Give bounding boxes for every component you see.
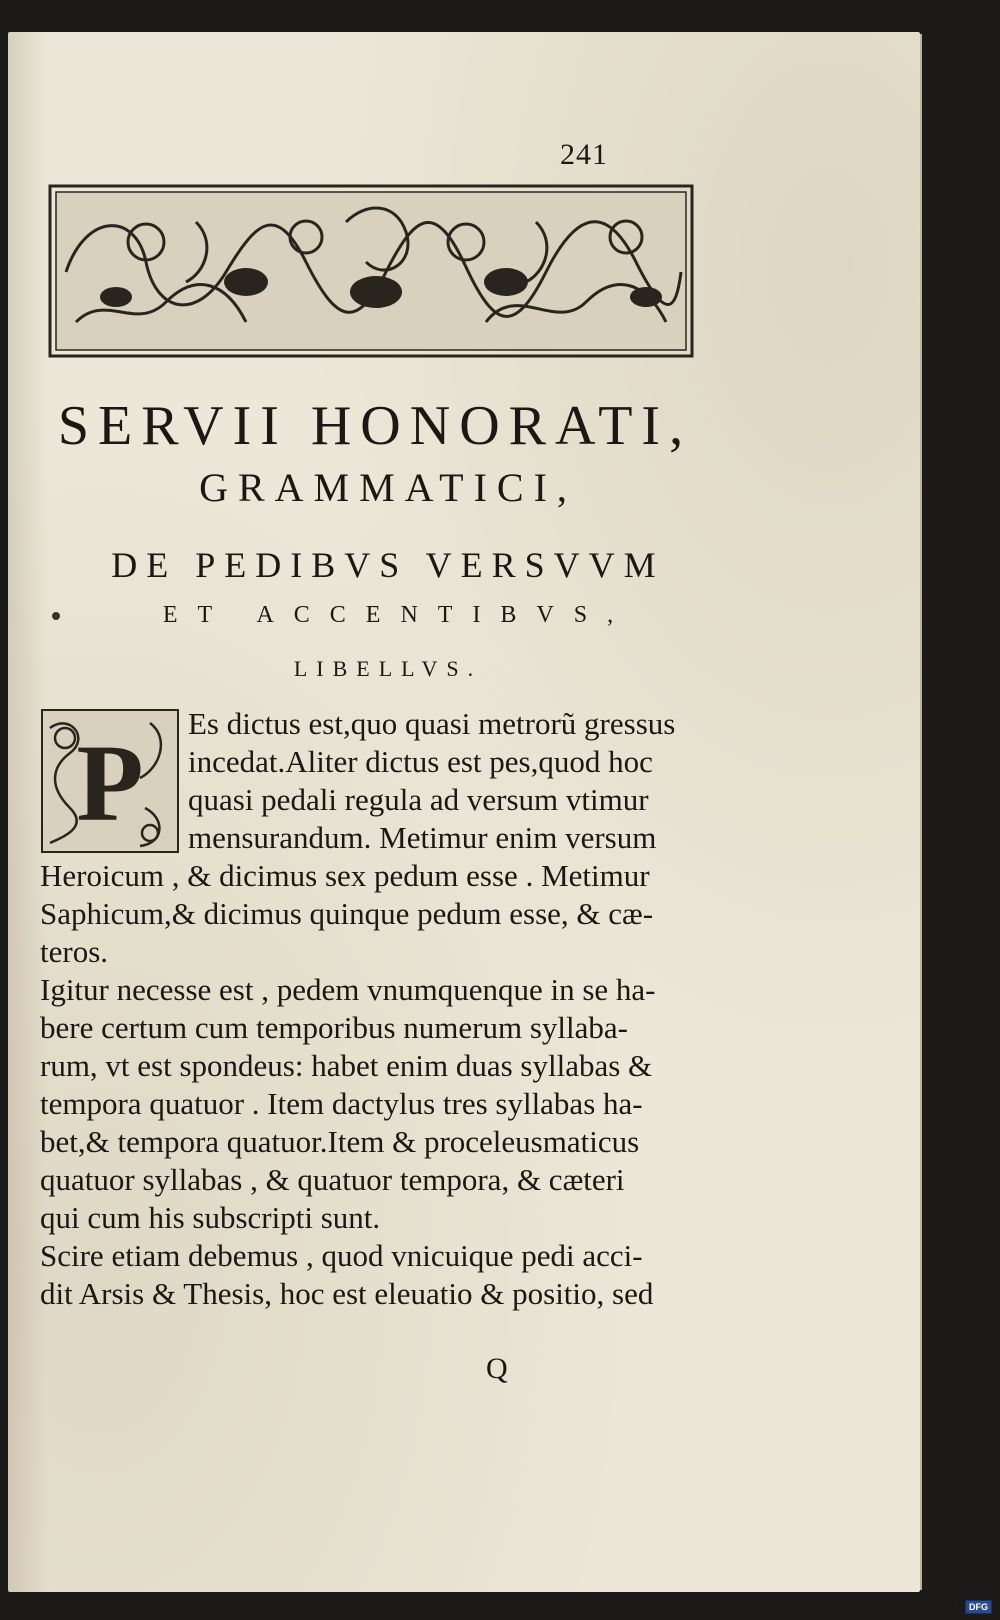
- text-line: incedat.Aliter dictus est pes,quod hoc: [188, 744, 653, 779]
- text-line: rum, vt est spondeus: habet enim duas syllabas &: [40, 1048, 653, 1083]
- text-line: quatuor syllabas , & quatuor tempora, & cæteri: [40, 1162, 625, 1197]
- title-line-3: DE PEDIBVS VERSVVM: [111, 545, 665, 585]
- title-line-1: SERVII HONORATI,: [57, 395, 693, 457]
- text-line: Scire etiam debemus , quod vnicuique pedi acci-: [40, 1238, 643, 1273]
- text-line: tempora quatuor . Item dactylus tres syllabas ha-: [40, 1086, 643, 1121]
- text-line: dit Arsis & Thesis, hoc est eleuatio & positio, sed: [40, 1276, 654, 1311]
- text-line: Es dictus est,quo quasi metrorũ gressus: [188, 706, 676, 741]
- decorated-initial-p: [40, 708, 180, 854]
- text-line: Saphicum,& dicimus quinque pedum esse, & cæ-: [40, 896, 654, 931]
- initial-letter: P: [76, 722, 144, 844]
- text-line: qui cum his subscripti sunt.: [40, 1200, 381, 1235]
- credit-text: Digitalisierung gefördert durch die Deutsche Forschungsgemeinschaft -: [614, 1601, 961, 1613]
- title-line-2: GRAMMATICI,: [199, 465, 577, 510]
- ornamental-headpiece: [46, 182, 696, 360]
- text-line: Heroicum , & dicimus sex pedum esse . Metimur: [40, 858, 650, 893]
- book-page: [8, 32, 920, 1592]
- page-number: 241: [560, 138, 608, 171]
- text-line: bet,& tempora quatuor.Item & proceleusmaticus: [40, 1124, 640, 1159]
- title-line-5: LIBELLVS.: [293, 656, 483, 681]
- digitization-credit: [614, 1598, 992, 1616]
- text-line: mensurandum. Metimur enim versum: [188, 820, 657, 855]
- text-line: bere certum cum temporibus numerum syllaba-: [40, 1010, 628, 1045]
- catchword: Q: [486, 1352, 508, 1385]
- dfg-logo: DFG: [965, 1600, 992, 1614]
- text-line: Igitur necesse est , pedem vnumquenque in se ha-: [40, 972, 656, 1007]
- text-line: teros.: [40, 934, 109, 969]
- title-line-4: ET ACCENTIBVS,: [162, 602, 634, 628]
- text-line: quasi pedali regula ad versum vtimur: [188, 782, 649, 817]
- ink-dot: [52, 612, 60, 620]
